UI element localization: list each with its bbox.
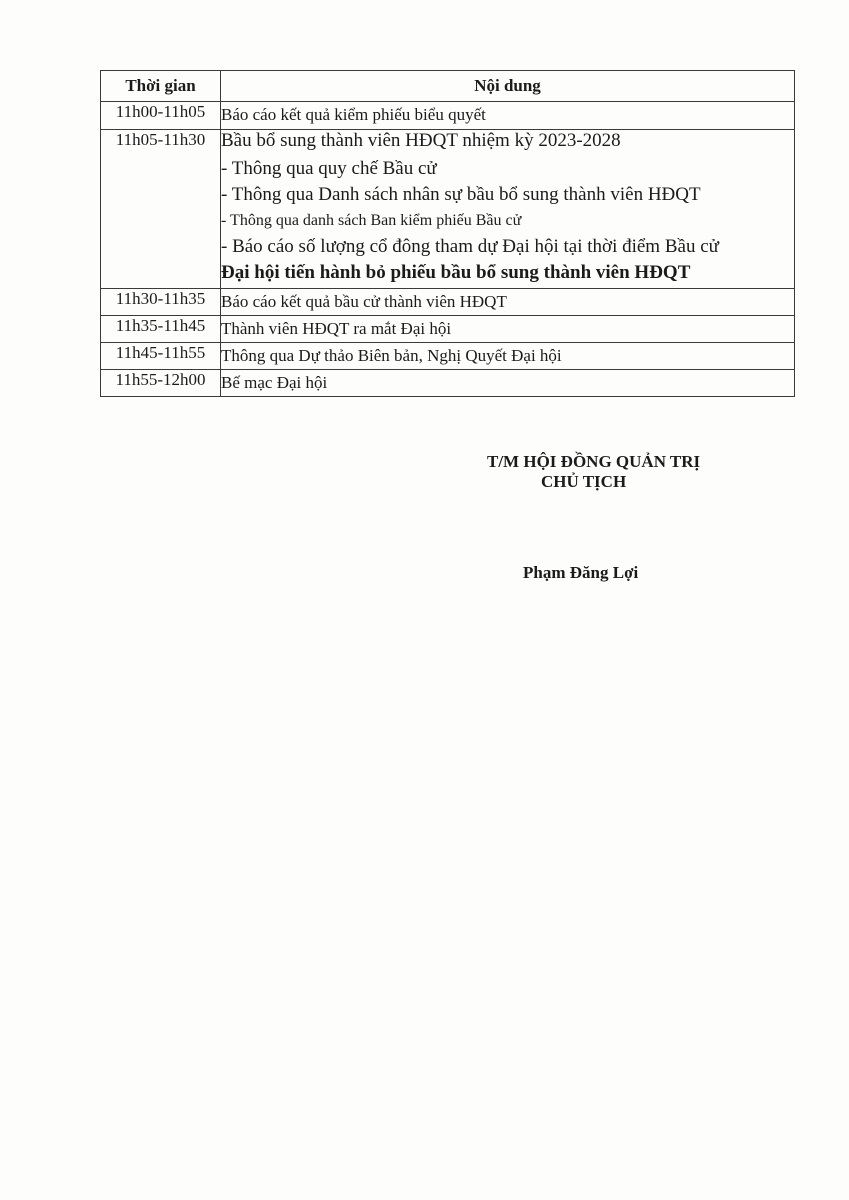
row-time: 11h30-11h35 — [101, 289, 221, 316]
row-time: 11h00-11h05 — [101, 102, 221, 130]
row-content — [221, 316, 795, 343]
signature-organization: T/M HỘI ĐỒNG QUẢN TRỊ — [487, 452, 701, 471]
table-row — [101, 343, 795, 370]
content-line: Thành viên HĐQT ra mắt Đại hội — [221, 319, 452, 338]
row-time: 11h05-11h30 — [101, 130, 221, 289]
row-time: 11h35-11h45 — [101, 316, 221, 343]
header-time: Thời gian — [101, 71, 221, 102]
content-line: Bế mạc Đại hội — [221, 373, 328, 392]
agenda-table — [100, 70, 795, 397]
content-line-item: - Báo cáo số lượng cổ đông tham dự Đại hội tại thời điểm Bầu cử — [221, 236, 719, 257]
signature-name: Phạm Đăng Lợi — [523, 563, 639, 582]
row-content — [221, 289, 795, 316]
content-line: Báo cáo kết quả kiểm phiếu biểu quyết — [221, 105, 486, 124]
table-row — [101, 289, 795, 316]
content-line-emphasis: Đại hội tiến hành bỏ phiếu bầu bổ sung thành viên HĐQT — [221, 262, 691, 283]
table-row — [101, 102, 795, 130]
content-line-item: - Thông qua Danh sách nhân sự bầu bổ sung thành viên HĐQT — [221, 184, 701, 205]
signature-title: CHỦ TỊCH — [541, 472, 627, 491]
table-header-row — [101, 71, 795, 102]
row-time: 11h55-12h00 — [101, 370, 221, 397]
header-content: Nội dung — [221, 71, 795, 102]
table-row — [101, 316, 795, 343]
row-content — [221, 343, 795, 370]
content-line-item: - Thông qua danh sách Ban kiểm phiếu Bầu cử — [221, 212, 522, 229]
content-line-heading: Bầu bổ sung thành viên HĐQT nhiệm kỳ 2023-2028 — [221, 130, 621, 151]
row-content — [221, 102, 795, 130]
row-content — [221, 370, 795, 397]
content-line-item: - Thông qua quy chế Bầu cử — [221, 158, 437, 179]
table-row — [101, 370, 795, 397]
table-row — [101, 130, 795, 289]
content-line: Thông qua Dự thảo Biên bản, Nghị Quyết Đại hội — [221, 346, 562, 365]
row-time: 11h45-11h55 — [101, 343, 221, 370]
content-line: Báo cáo kết quả bầu cử thành viên HĐQT — [221, 292, 507, 311]
row-content — [221, 130, 795, 289]
